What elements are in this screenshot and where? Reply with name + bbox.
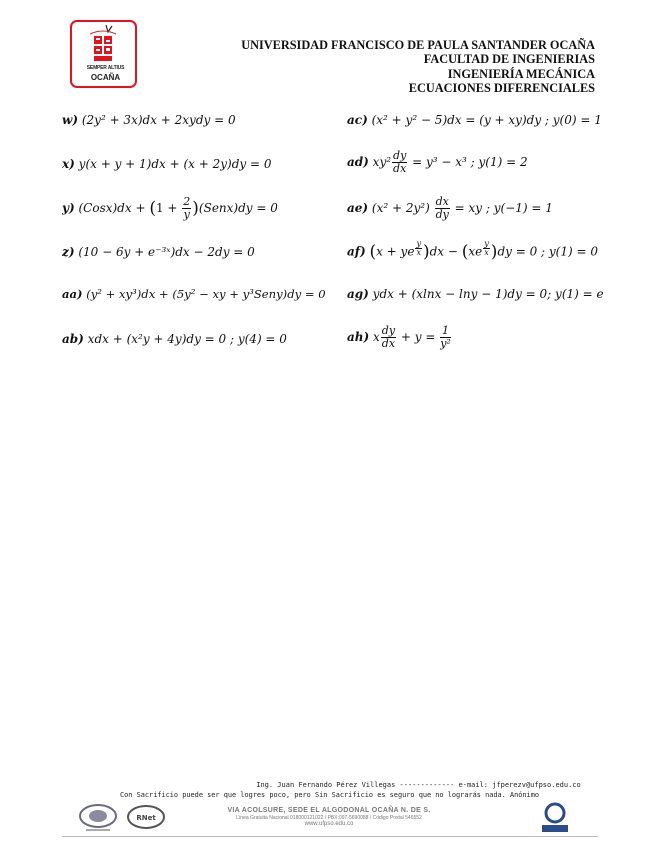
university-name: UNIVERSIDAD FRANCISCO DE PAULA SANTANDER OCAÑA (241, 38, 595, 52)
exercise-y: y) (Cosx)dx + (1 + $\frac{2}{y}$ )(Senx)dy = 0 (62, 195, 278, 221)
exercise-label: ac) (347, 113, 368, 127)
exercise-equation: (x² + y² − 5)dx = (y + xy)dy ; y(0) = 1 (371, 113, 602, 127)
institution-seal-icon (76, 802, 120, 832)
fraction: $\frac{2}{y}$ (183, 195, 191, 221)
footer-divider (62, 836, 598, 837)
exercise-equation: (10 − 6y + e⁻³ˣ)dx − 2dy = 0 (78, 245, 255, 259)
exercise-equation-post: = y³ − x³ ; y(1) = 2 (408, 155, 528, 169)
exercise-label: ad) (347, 155, 369, 169)
logo-town: OCAÑA (90, 73, 121, 82)
exercise-label: ae) (347, 201, 369, 215)
footer-address (184, 806, 474, 828)
exercise-label: z) (62, 245, 75, 259)
exercise-label: ah) (347, 330, 370, 344)
document-header (241, 38, 595, 95)
exponent-fraction: y x (484, 239, 489, 257)
exercise-label: w) (62, 113, 79, 127)
faculty-name: FACULTAD DE INGENIERIAS (423, 52, 595, 67)
exercise-equation-post: dy = 0 ; y(1) = 0 (497, 244, 598, 259)
fraction: $\frac{dx}{dy}$ (435, 195, 449, 221)
exercise-ac (347, 113, 602, 127)
exercise-ab (62, 332, 287, 346)
website-link[interactable]: www.ufpso.edu.co (304, 821, 354, 827)
exercise-label: aa) (62, 287, 83, 301)
exponent-fraction: y x (416, 239, 421, 257)
university-logo (70, 20, 137, 88)
exercise-ag (347, 287, 604, 301)
exercise-equation-pre: x (373, 330, 380, 344)
exercise-equation-pre: (Cosx)dx + (78, 201, 150, 215)
logo-motto: SEMPER ALTIUS (86, 65, 125, 71)
university-crest-icon (72, 22, 135, 66)
exercise-equation-mid: + y = (397, 330, 440, 344)
exercise-ae (347, 196, 553, 221)
exercise-label: ab) (62, 332, 84, 346)
footer-author: Ing. Juan Fernando Pérez Villegas ------------- e-mail: jfperezv@ufpso.edu.co (256, 781, 581, 789)
exercise-equation-pre: xy² (372, 155, 392, 169)
program-name: INGENIERÍA MECÁNICA (447, 66, 595, 81)
svg-text:RNet: RNet (136, 814, 156, 822)
exercise-ad (347, 150, 528, 175)
exercise-equation: (2y² + 3x)dx + 2xydy = 0 (81, 113, 236, 127)
exercise-equation: (y² + xy³)dx + (5y² − xy + y³Seny)dy = 0 (86, 287, 326, 301)
phone-line: Línea Gratuita Nacional 018000121022 / PBX:097-5690088 / Código Postal 546552 (236, 815, 422, 821)
exercise-equation: y(x + y + 1)dx + (x + 2y)dy = 0 (78, 157, 272, 171)
exercise-equation: xdx + (x²y + 4y)dy = 0 ; y(4) = 0 (87, 332, 287, 346)
exercise-equation-pre: (x² + 2y²) (371, 201, 434, 215)
exercise-aa (62, 287, 326, 301)
exercise-z (62, 245, 255, 259)
address-line: VIA ACOLSURE, SEDE EL ALGODONAL OCAÑA N. DE S. (227, 807, 431, 814)
exercise-equation-post: = xy ; y(−1) = 1 (450, 201, 553, 215)
certification-icon (538, 802, 572, 834)
network-logo-icon (126, 802, 166, 832)
fraction: $\frac{dy}{dx}$ (393, 149, 407, 175)
exercise-af: af) (x + ye $^{\frac{y}{x}}$ )dx − (xe $^{\frac{y}{x}}$ )dy = 0 ; y(1) = 0 (347, 239, 598, 262)
exercise-label: af) (347, 244, 366, 259)
fraction: $\frac{1}{\text{y²}}$ (440, 324, 451, 350)
exercise-w (62, 113, 236, 127)
exercise-ah (347, 325, 452, 350)
fraction: $\frac{dy}{dx}$ (381, 324, 396, 350)
exercise-label: x) (62, 157, 75, 171)
exercise-equation: ydx + (xlnx − lny − 1)dy = 0; y(1) = e (372, 287, 604, 301)
exercise-label: y) (62, 201, 75, 215)
exercise-x (62, 157, 272, 171)
exercise-equation-post: (Senx)dy = 0 (198, 201, 278, 215)
course-name: ECUACIONES DIFERENCIALES (408, 80, 595, 95)
footer-quote: Con Sacrificio puede ser que logres poco, pero Sin Sacrificio es seguro que no lograrás nada. Anónimo (120, 791, 539, 799)
exercise-label: ag) (347, 287, 369, 301)
